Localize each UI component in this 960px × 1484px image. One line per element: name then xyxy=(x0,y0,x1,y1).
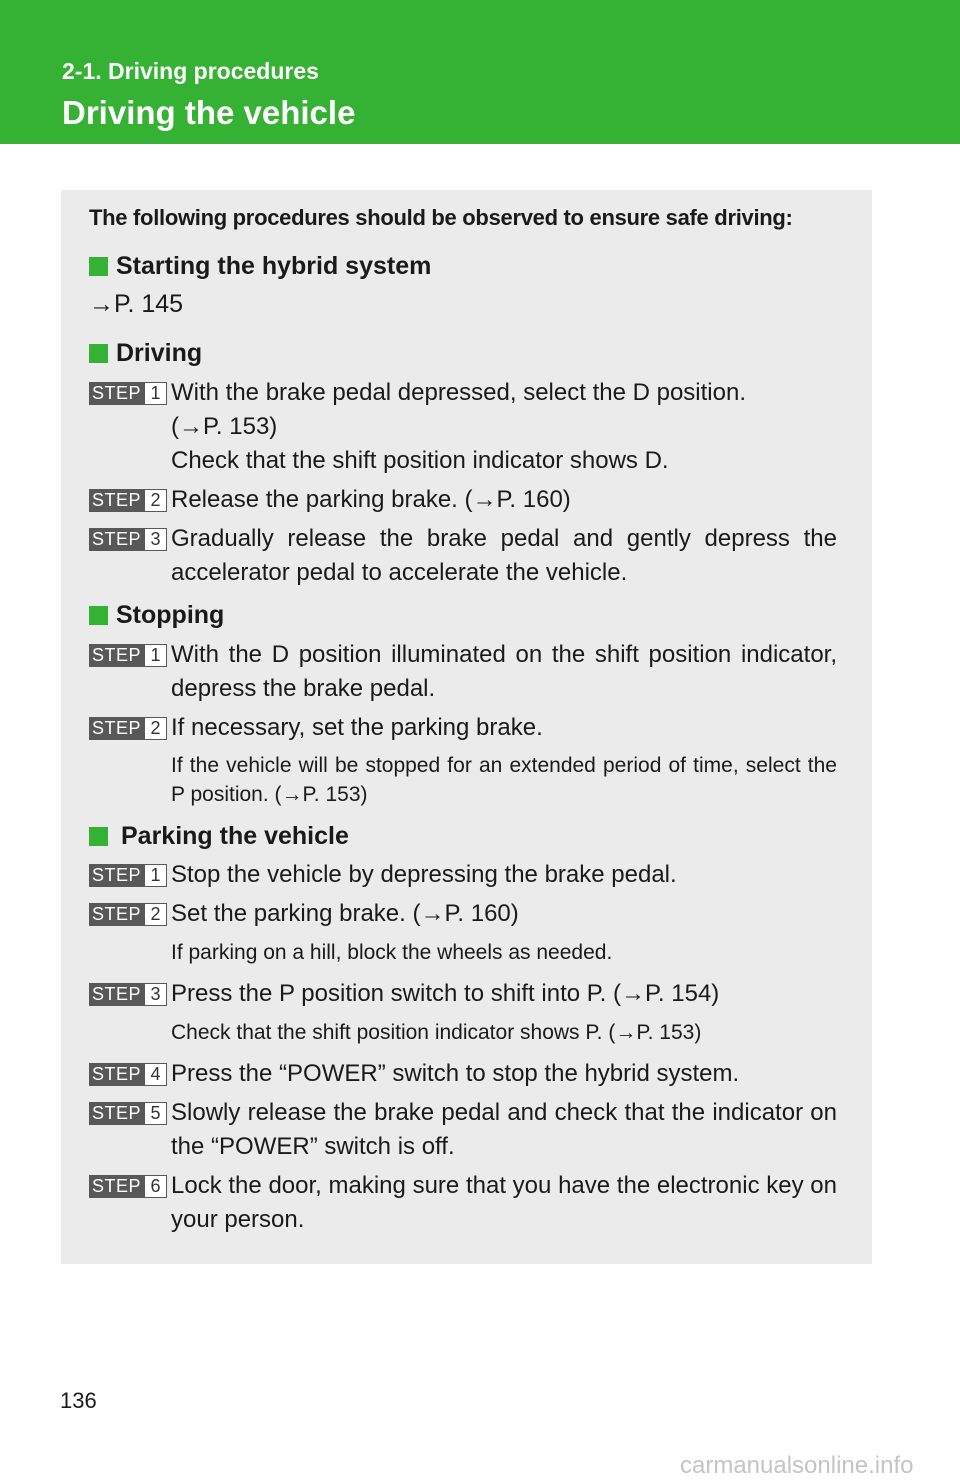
parking-step-3-note: Check that the shift position indicator shows P. (→P. 153) xyxy=(171,1021,702,1044)
step-word: STEP xyxy=(89,983,144,1006)
parking-step-2-note: If parking on a hill, block the wheels as needed. xyxy=(171,941,613,964)
step-text: Slowly release the brake pedal and check that the indicator on the “POWER” switch is off. xyxy=(171,1099,837,1160)
step-badge xyxy=(89,644,167,667)
step-text: If necessary, set the parking brake. xyxy=(171,714,543,741)
parking-step-2 xyxy=(89,897,837,931)
step-number: 3 xyxy=(144,983,167,1006)
page-number: 136 xyxy=(60,1388,97,1413)
watermark: carmanualsonline.info xyxy=(680,1452,914,1479)
step-badge xyxy=(89,717,167,740)
step-badge xyxy=(89,489,167,512)
square-bullet-icon xyxy=(89,827,108,846)
step-line: With the brake pedal depressed, select the D position. xyxy=(171,379,746,406)
step-text: Stop the vehicle by depressing the brake pedal. xyxy=(171,861,677,888)
step-badge xyxy=(89,1102,167,1125)
page-title: Driving the vehicle xyxy=(62,94,356,131)
heading-label: Starting the hybrid system xyxy=(116,252,432,280)
parking-step-4 xyxy=(89,1057,837,1091)
step-word: STEP xyxy=(89,489,144,512)
step-badge xyxy=(89,528,167,551)
step-word: STEP xyxy=(89,644,144,667)
step-word: STEP xyxy=(89,1175,144,1198)
step-text: Press the P position switch to shift into P. (→P. 154) xyxy=(171,980,720,1007)
step-text: Lock the door, making sure that you have the electronic key on your person. xyxy=(171,1172,837,1233)
step-number: 1 xyxy=(144,644,167,667)
step-badge xyxy=(89,1063,167,1086)
step-badge xyxy=(89,1175,167,1198)
step-text: Set the parking brake. (→P. 160) xyxy=(171,900,519,927)
step-text: Press the “POWER” switch to stop the hybrid system. xyxy=(171,1060,740,1087)
driving-step-3 xyxy=(89,522,837,590)
driving-step-1 xyxy=(89,376,837,478)
intro-text: The following procedures should be observed to ensure safe driving: xyxy=(89,205,793,230)
chapter-header xyxy=(0,0,960,144)
stopping-note: If the vehicle will be stopped for an extended period of time, select the P position. (→P. 153) xyxy=(171,754,837,806)
heading-label: Stopping xyxy=(116,601,225,629)
heading-stopping xyxy=(89,601,224,630)
step-number: 1 xyxy=(144,382,167,405)
step-number: 6 xyxy=(144,1175,167,1198)
step-number: 3 xyxy=(144,528,167,551)
step-badge xyxy=(89,903,167,926)
step-number: 2 xyxy=(144,903,167,926)
step-line: (→P. 153) xyxy=(171,413,278,440)
step-word: STEP xyxy=(89,528,144,551)
step-word: STEP xyxy=(89,1063,144,1086)
square-bullet-icon xyxy=(89,257,108,276)
step-word: STEP xyxy=(89,864,144,887)
step-number: 5 xyxy=(144,1102,167,1125)
step-word: STEP xyxy=(89,1102,144,1125)
step-number: 2 xyxy=(144,489,167,512)
step-text: With the D position illuminated on the shift position indicator, depress the brake pedal. xyxy=(171,641,837,702)
section-label: 2-1. Driving procedures xyxy=(62,58,319,84)
page-reference-link[interactable]: →P. 145 xyxy=(89,290,184,318)
step-number: 1 xyxy=(144,864,167,887)
parking-step-3 xyxy=(89,977,837,1011)
driving-step-2 xyxy=(89,483,837,517)
step-text xyxy=(171,376,837,478)
step-text: Release the parking brake. (→P. 160) xyxy=(171,486,571,513)
step-badge xyxy=(89,382,167,405)
heading-starting xyxy=(89,252,431,281)
heading-label: Driving xyxy=(116,339,203,367)
step-number: 2 xyxy=(144,717,167,740)
step-word: STEP xyxy=(89,903,144,926)
parking-step-1 xyxy=(89,858,837,892)
heading-driving xyxy=(89,339,202,368)
step-text: Gradually release the brake pedal and gently depress the accelerator pedal to accelerate the vehicle. xyxy=(171,525,837,586)
step-word: STEP xyxy=(89,382,144,405)
step-badge xyxy=(89,983,167,1006)
square-bullet-icon xyxy=(89,606,108,625)
step-badge xyxy=(89,864,167,887)
heading-parking xyxy=(89,822,349,851)
square-bullet-icon xyxy=(89,344,108,363)
parking-step-6 xyxy=(89,1169,837,1237)
step-line: Check that the shift position indicator shows D. xyxy=(171,447,669,474)
heading-label: Parking the vehicle xyxy=(121,822,349,850)
stopping-step-1 xyxy=(89,638,837,706)
step-word: STEP xyxy=(89,717,144,740)
step-number: 4 xyxy=(144,1063,167,1086)
stopping-step-2 xyxy=(89,711,837,745)
parking-step-5 xyxy=(89,1096,837,1164)
